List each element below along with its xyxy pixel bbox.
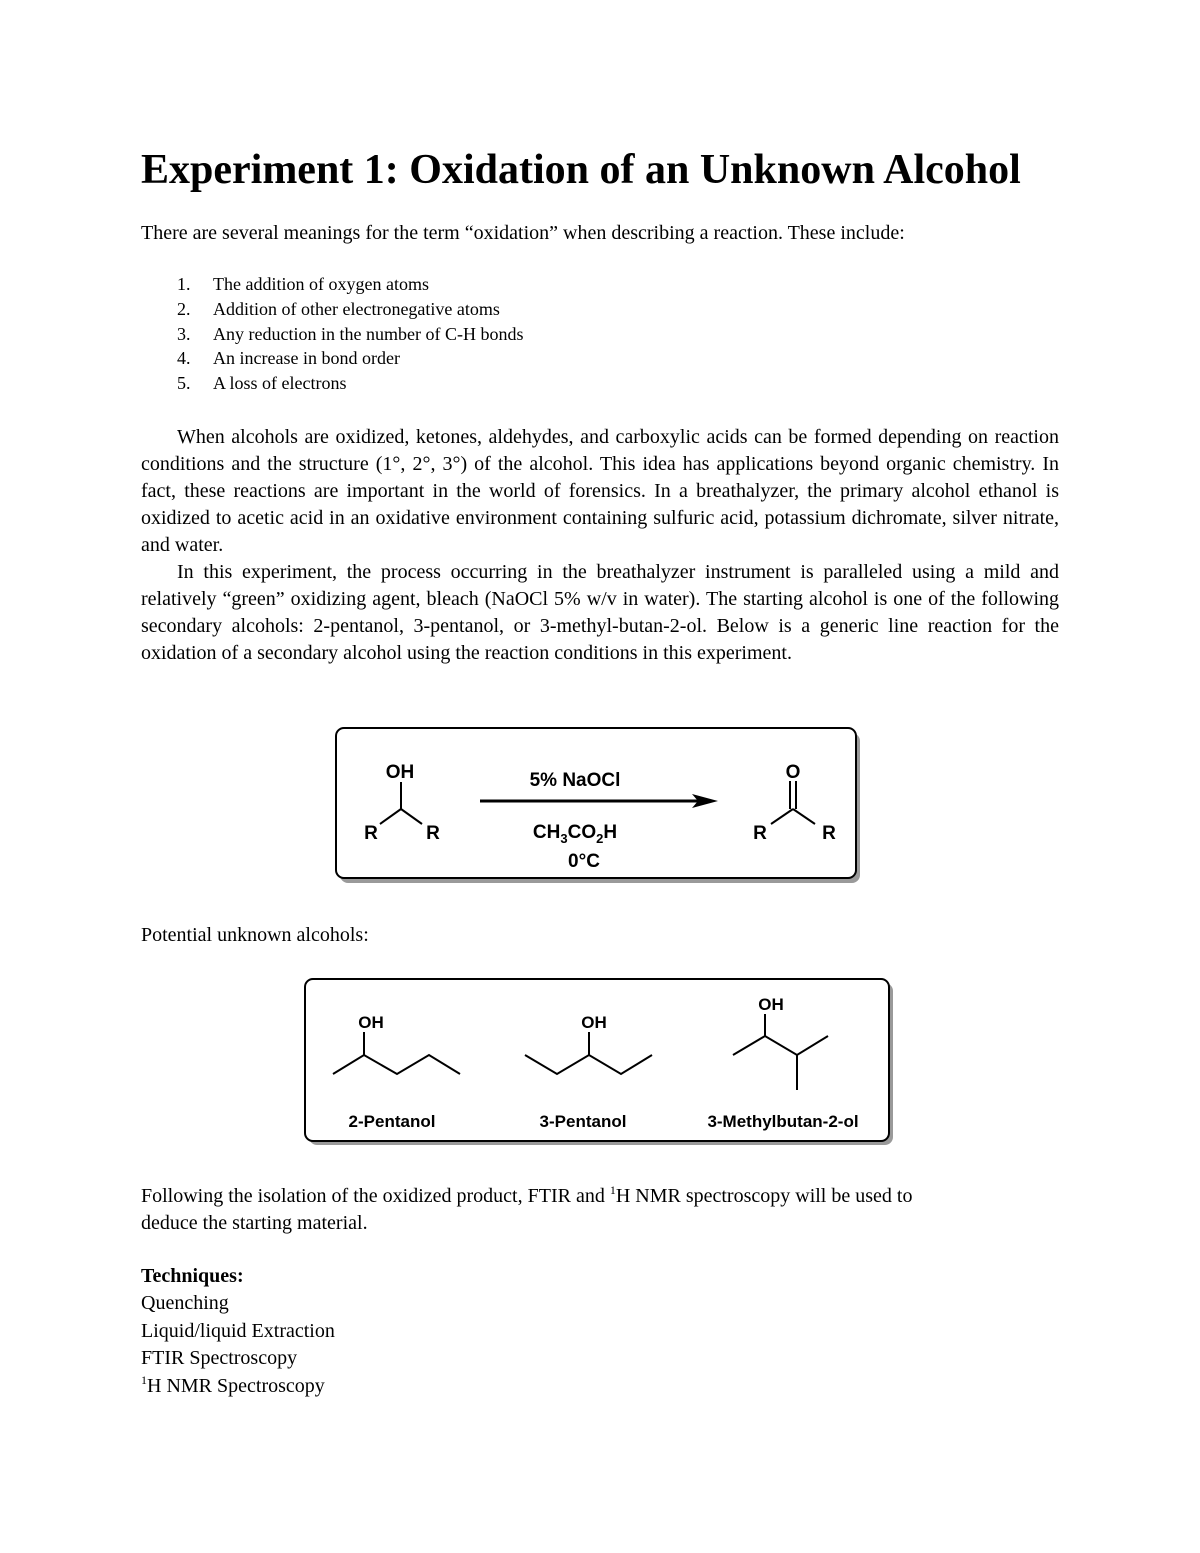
reactant-oh-label: OH bbox=[385, 762, 415, 783]
product-r-left: R bbox=[753, 823, 767, 844]
temperature-label: 0°C bbox=[568, 851, 600, 872]
list-item: 5. A loss of electrons bbox=[177, 373, 347, 394]
reactant-r-left: R bbox=[364, 823, 378, 844]
techniques-list bbox=[141, 1290, 335, 1400]
alcohol-name-2-pentanol: 2-Pentanol bbox=[348, 1112, 436, 1131]
list-item: FTIR Spectroscopy bbox=[141, 1347, 298, 1369]
list-item: Quenching bbox=[141, 1292, 229, 1314]
paragraph-oxidation-forensics: When alcohols are oxidized, ketones, aldehydes, and carboxylic acids can be formed depending on reaction conditions and the structure (1°, 2°, 3°) of the alcohol. This idea has applications beyond organic chemistry. In fact, these reactions are important in the world of forensics. In a breathalyzer, the primary alcohol ethanol is oxidized to acetic acid in an oxidative environment containing sulfuric acid, potassium dichromate, silver nitrate, and water. bbox=[141, 426, 1059, 556]
product-r-right: R bbox=[822, 823, 836, 844]
reaction-scheme bbox=[330, 724, 866, 888]
unknowns-label: Potential unknown alcohols: bbox=[141, 924, 369, 946]
reagent-label: 5% NaOCl bbox=[529, 770, 621, 791]
oxidation-meanings-list bbox=[141, 272, 523, 396]
paragraph-experiment: In this experiment, the process occurring in the breathalyzer instrument is paralleled using a mild and relatively “green” oxidizing agent, bleach (NaOCl 5% w/v in water). The starting alcohol is one of the following secondary alcohols: 2-pentanol, 3-pentanol, or 3-methyl-butan-2-ol. Below is a generic line reaction for the oxidation of a secondary alcohol using the reaction conditions in this experiment. bbox=[141, 561, 1059, 664]
oh-label: OH bbox=[581, 1013, 607, 1032]
list-item: 4. An increase in bond order bbox=[177, 348, 400, 369]
list-item: $^1$H NMR Spectroscopy bbox=[141, 1372, 325, 1397]
alcohol-name-3-methylbutan-2-ol: 3-Methylbutan-2-ol bbox=[707, 1112, 859, 1131]
product-o-label: O bbox=[785, 762, 801, 783]
list-item: 1. The addition of oxygen atoms bbox=[177, 274, 429, 294]
intro-text: There are several meanings for the term “oxidation” when describing a reaction. These include: bbox=[141, 222, 905, 244]
following-text-line-2: deduce the starting material. bbox=[141, 1212, 368, 1234]
reactant-r-right: R bbox=[426, 823, 440, 844]
oh-label: OH bbox=[358, 1013, 384, 1032]
list-item: 2. Addition of other electronegative atoms bbox=[177, 298, 500, 319]
oh-label: OH bbox=[758, 995, 784, 1014]
unknown-alcohols-panel bbox=[299, 974, 897, 1148]
page-title: Experiment 1: Oxidation of an Unknown Alcohol bbox=[141, 147, 1021, 193]
list-item: 3. Any reduction in the number of C-H bonds bbox=[177, 323, 524, 344]
solvent-label: $CH_3CO_2H$ bbox=[532, 822, 618, 846]
list-item: Liquid/liquid Extraction bbox=[141, 1319, 335, 1342]
techniques-heading: Techniques: bbox=[141, 1265, 244, 1287]
following-text-line-1: Following the isolation of the oxidized product, FTIR and $^1$H NMR spectroscopy will be used to bbox=[141, 1183, 913, 1207]
alcohol-name-3-pentanol: 3-Pentanol bbox=[539, 1112, 627, 1131]
